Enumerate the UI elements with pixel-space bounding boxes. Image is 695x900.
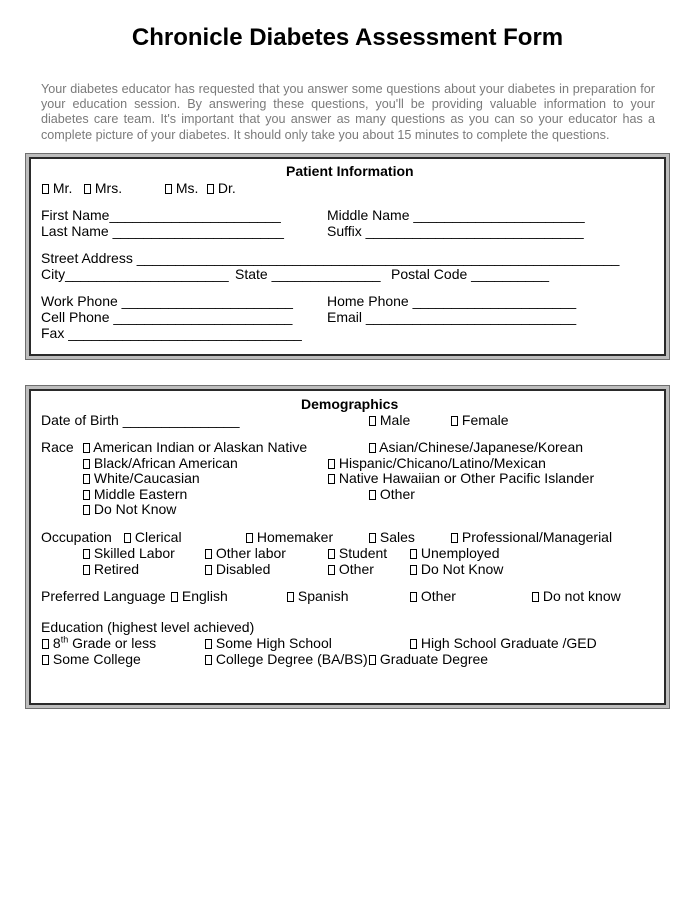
language-spanish-label: Spanish bbox=[297, 588, 349, 604]
education-some-college-checkbox[interactable] bbox=[42, 655, 49, 665]
occupation-retired-checkbox[interactable] bbox=[83, 565, 90, 575]
occupation-sales-label: Sales bbox=[379, 529, 415, 545]
race-native-hawaiian-checkbox[interactable] bbox=[328, 474, 335, 484]
race-white-label: White/Caucasian bbox=[93, 470, 200, 486]
education-some-high-school-checkbox[interactable] bbox=[205, 639, 212, 649]
occupation-sales-checkbox[interactable] bbox=[369, 533, 376, 543]
work-phone-field[interactable]: Work Phone ______________________ bbox=[41, 293, 293, 309]
race-white-checkbox[interactable] bbox=[83, 474, 90, 484]
mr-checkbox[interactable] bbox=[42, 184, 49, 194]
language-other-checkbox[interactable] bbox=[410, 592, 417, 602]
education-some-college-label: Some College bbox=[52, 651, 141, 667]
email-field[interactable]: Email ___________________________ bbox=[327, 309, 577, 325]
race-asian-checkbox[interactable] bbox=[369, 443, 376, 453]
dr-checkbox[interactable] bbox=[207, 184, 214, 194]
occupation-unemployed-checkbox[interactable] bbox=[410, 549, 417, 559]
occupation-other-label: Other bbox=[338, 561, 374, 577]
occupation-other-checkbox[interactable] bbox=[328, 565, 335, 575]
race-other-checkbox[interactable] bbox=[369, 490, 376, 500]
race-american-indian-checkbox[interactable] bbox=[83, 443, 90, 453]
mrs-checkbox[interactable] bbox=[84, 184, 91, 194]
suffix-field[interactable]: Suffix ____________________________ bbox=[327, 223, 584, 239]
occupation-homemaker-label: Homemaker bbox=[256, 529, 334, 545]
dr-label: Dr. bbox=[217, 180, 236, 196]
male-checkbox[interactable] bbox=[369, 416, 376, 426]
street-address-field[interactable]: Street Address ______________________________________________________________ bbox=[41, 250, 620, 266]
occupation-disabled-label: Disabled bbox=[215, 561, 271, 577]
education-high-school-graduate-label: High School Graduate /GED bbox=[420, 635, 597, 651]
race-american-indian-label: American Indian or Alaskan Native bbox=[93, 439, 308, 455]
mrs-label: Mrs. bbox=[94, 180, 123, 196]
occupation-other-labor-checkbox[interactable] bbox=[205, 549, 212, 559]
education-graduate-degree-checkbox[interactable] bbox=[369, 655, 376, 665]
race-black-label: Black/African American bbox=[93, 455, 238, 471]
date-of-birth-field[interactable]: Date of Birth _______________ bbox=[41, 412, 240, 428]
state-field[interactable]: State ______________ bbox=[235, 266, 381, 282]
occupation-professional-checkbox[interactable] bbox=[451, 533, 458, 543]
city-field[interactable]: City_____________________ bbox=[41, 266, 229, 282]
fax-field[interactable]: Fax ______________________________ bbox=[41, 325, 302, 341]
language-english-label: English bbox=[181, 588, 228, 604]
cell-phone-field[interactable]: Cell Phone _______________________ bbox=[41, 309, 293, 325]
mr-label: Mr. bbox=[52, 180, 73, 196]
race-black-checkbox[interactable] bbox=[83, 459, 90, 469]
last-name-field[interactable]: Last Name ______________________ bbox=[41, 223, 284, 239]
occupation-student-label: Student bbox=[338, 545, 388, 561]
education-high-school-graduate-checkbox[interactable] bbox=[410, 639, 417, 649]
race-do-not-know-checkbox[interactable] bbox=[83, 505, 90, 515]
occupation-skilled-labor-label: Skilled Labor bbox=[93, 545, 175, 561]
race-other-label: Other bbox=[379, 486, 415, 502]
occupation-do-not-know-checkbox[interactable] bbox=[410, 565, 417, 575]
race-do-not-know-label: Do Not Know bbox=[93, 501, 177, 517]
race-hispanic-label: Hispanic/Chicano/Latino/Mexican bbox=[338, 455, 546, 471]
occupation-skilled-labor-checkbox[interactable] bbox=[83, 549, 90, 559]
occupation-disabled-checkbox[interactable] bbox=[205, 565, 212, 575]
occupation-label: Occupation bbox=[41, 529, 112, 545]
home-phone-field[interactable]: Home Phone _____________________ bbox=[327, 293, 577, 309]
intro-paragraph: Your diabetes educator has requested that you answer some questions about your diabetes in preparation for your education session. By answering these questions, you'll be providing valuable information to your diabetes care team. It's important that you answer as many questions as you can so your educator has a complete picture of your diabetes. It should only take you about 15 minutes to complete the questions. bbox=[41, 82, 655, 142]
occupation-other-labor-label: Other labor bbox=[215, 545, 286, 561]
education-8th-grade-checkbox[interactable] bbox=[42, 639, 49, 649]
patient-information-heading: Patient Information bbox=[286, 163, 414, 179]
education-8th-grade-label: 8th Grade or less bbox=[52, 634, 157, 651]
occupation-unemployed-label: Unemployed bbox=[420, 545, 500, 561]
race-middle-eastern-checkbox[interactable] bbox=[83, 490, 90, 500]
race-middle-eastern-label: Middle Eastern bbox=[93, 486, 188, 502]
occupation-clerical-checkbox[interactable] bbox=[124, 533, 131, 543]
occupation-retired-label: Retired bbox=[93, 561, 140, 577]
language-do-not-know-checkbox[interactable] bbox=[532, 592, 539, 602]
female-label: Female bbox=[461, 412, 509, 428]
occupation-homemaker-checkbox[interactable] bbox=[246, 533, 253, 543]
middle-name-field[interactable]: Middle Name ______________________ bbox=[327, 207, 585, 223]
race-hispanic-checkbox[interactable] bbox=[328, 459, 335, 469]
demographics-section bbox=[29, 389, 666, 705]
education-label: Education (highest level achieved) bbox=[41, 619, 255, 635]
education-college-degree-label: College Degree (BA/BS) bbox=[215, 651, 368, 667]
first-name-field[interactable]: First Name______________________ bbox=[41, 207, 281, 223]
occupation-do-not-know-label: Do Not Know bbox=[420, 561, 504, 577]
occupation-clerical-label: Clerical bbox=[134, 529, 182, 545]
postal-code-field[interactable]: Postal Code __________ bbox=[391, 266, 550, 282]
ms-checkbox[interactable] bbox=[165, 184, 172, 194]
language-spanish-checkbox[interactable] bbox=[287, 592, 294, 602]
race-native-hawaiian-label: Native Hawaiian or Other Pacific Islander bbox=[338, 470, 595, 486]
education-college-degree-checkbox[interactable] bbox=[205, 655, 212, 665]
occupation-professional-label: Professional/Managerial bbox=[461, 529, 613, 545]
demographics-heading: Demographics bbox=[301, 396, 399, 412]
preferred-language-label: Preferred Language bbox=[41, 588, 166, 604]
male-label: Male bbox=[379, 412, 411, 428]
female-checkbox[interactable] bbox=[451, 416, 458, 426]
language-english-checkbox[interactable] bbox=[171, 592, 178, 602]
ms-label: Ms. bbox=[175, 180, 199, 196]
patient-information-section bbox=[29, 157, 666, 356]
form-title: Chronicle Diabetes Assessment Form bbox=[131, 24, 564, 51]
language-other-label: Other bbox=[420, 588, 456, 604]
race-asian-label: Asian/Chinese/Japanese/Korean bbox=[379, 439, 584, 455]
occupation-student-checkbox[interactable] bbox=[328, 549, 335, 559]
language-do-not-know-label: Do not know bbox=[542, 588, 621, 604]
education-graduate-degree-label: Graduate Degree bbox=[379, 651, 489, 667]
race-label: Race bbox=[41, 439, 74, 455]
education-some-high-school-label: Some High School bbox=[215, 635, 332, 651]
